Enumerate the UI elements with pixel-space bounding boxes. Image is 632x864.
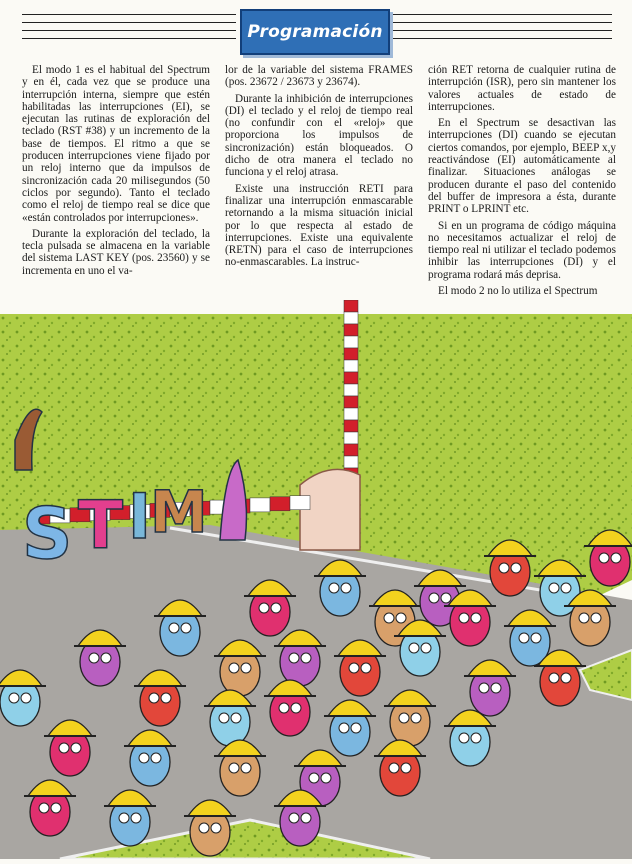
pole-stripe: [344, 360, 358, 372]
arm-stripe: [290, 496, 310, 510]
pole-stripe: [344, 408, 358, 420]
section-title-tab: [240, 9, 390, 55]
pole-stripe: [344, 444, 358, 456]
pole-stripe: [344, 432, 358, 444]
pole-stripe: [344, 312, 358, 324]
page-header: [0, 0, 632, 58]
article-body: [22, 64, 618, 314]
arm-stripe: [270, 497, 290, 511]
pole-stripe: [344, 372, 358, 384]
header-rule: [392, 14, 612, 15]
paragraph: Existe una instrucción RETI para finalizar una interrupción enmascarable retornando a la misma situación inicial por lo que respecta al estado de interrupciones. Existe una equivalente (RETN) para el caso de interrupciones no-enmascarables. La instruc-: [225, 182, 413, 269]
header-rule: [22, 30, 236, 31]
letter-m: M: [150, 478, 208, 546]
pole-stripe: [344, 456, 358, 468]
barrier-pole: [344, 300, 358, 492]
header-rule: [22, 14, 236, 15]
pole-stripe: [344, 348, 358, 360]
letter-i: I: [128, 480, 152, 553]
letter-s: S: [22, 493, 73, 575]
article-column-3: [428, 64, 616, 301]
paragraph: Durante la exploración del teclado, la tecla pulsada se almacena en la variable del sistema LAST KEY (pos. 23560) y se incrementa en uno el va-: [22, 227, 210, 277]
header-rule: [392, 38, 612, 39]
paragraph: Durante la inhibición de interrupciones (DI) el teclado y el reloj de tiempo real (no confundir con el «reloj» que proporciona los impulsos de sincronización) están bloqueados. O dicho de otra manera el teclado no funciona y el reloj atrasa.: [225, 92, 413, 179]
arm-stripe: [250, 498, 270, 512]
paragraph: Si en un programa de código máquina no necesitamos actualizar el reloj de tiempo real ni utilizar el teclado podemos inhibir las interrupciones (DI) y el programa rodará más deprisa.: [428, 219, 616, 281]
pole-stripe: [344, 324, 358, 336]
paragraph: El modo 2 no lo utiliza el Spectrum: [438, 285, 598, 298]
cartoon-illustration: [0, 300, 632, 859]
article-column-1: [22, 64, 210, 281]
pole-stripe: [344, 420, 358, 432]
article-column-2: [225, 64, 413, 273]
barrier-scene-svg: [0, 300, 632, 859]
letter-t: T: [78, 487, 124, 564]
pole-stripe: [344, 336, 358, 348]
header-rule: [22, 22, 236, 23]
pole-stripe: [344, 384, 358, 396]
header-rule: [22, 38, 236, 39]
paragraph: lor de la variable del sistema FRAMES (pos. 23672 / 23673 y 23674).: [225, 64, 413, 89]
paragraph: En el Spectrum se desactivan las interrupciones (DI) cuando se ejecutan ciertos comandos, por ejemplo, BEEP x,y reactivándose (EI) automáticamente al finalizar. Situaciones análogas se producen durante el paso del contenido del buffer de impresora a ésta, durante PRINT o LPRINT etc.: [428, 117, 616, 216]
paragraph: ción RET retorna de cualquier rutina de interrupción (ISR), pero sin mantener los valores actuales de estado de interrupciones.: [428, 64, 616, 113]
section-title: Programación: [247, 22, 383, 42]
header-rule: [392, 30, 612, 31]
paragraph: El modo 1 es el habitual del Spectrum y en él, cada vez que se produce una interrupción interna, siempre que estén habilitadas las interrupciones (EI), se ejecutan las rutinas de exploración del teclado (RST #38) y un incremento de la base de tiempos. El ritmo a que se producen interrupciones viene fijado por un reloj interno que da impulsos de sincronización cada 20 milisegundos (50 ciclos por segundo). Tanto el teclado como el reloj de tiempo real se dice que «están controlados por interrupciones».: [22, 64, 210, 224]
pole-stripe: [344, 300, 358, 312]
pole-stripe: [344, 396, 358, 408]
header-rule: [392, 22, 612, 23]
